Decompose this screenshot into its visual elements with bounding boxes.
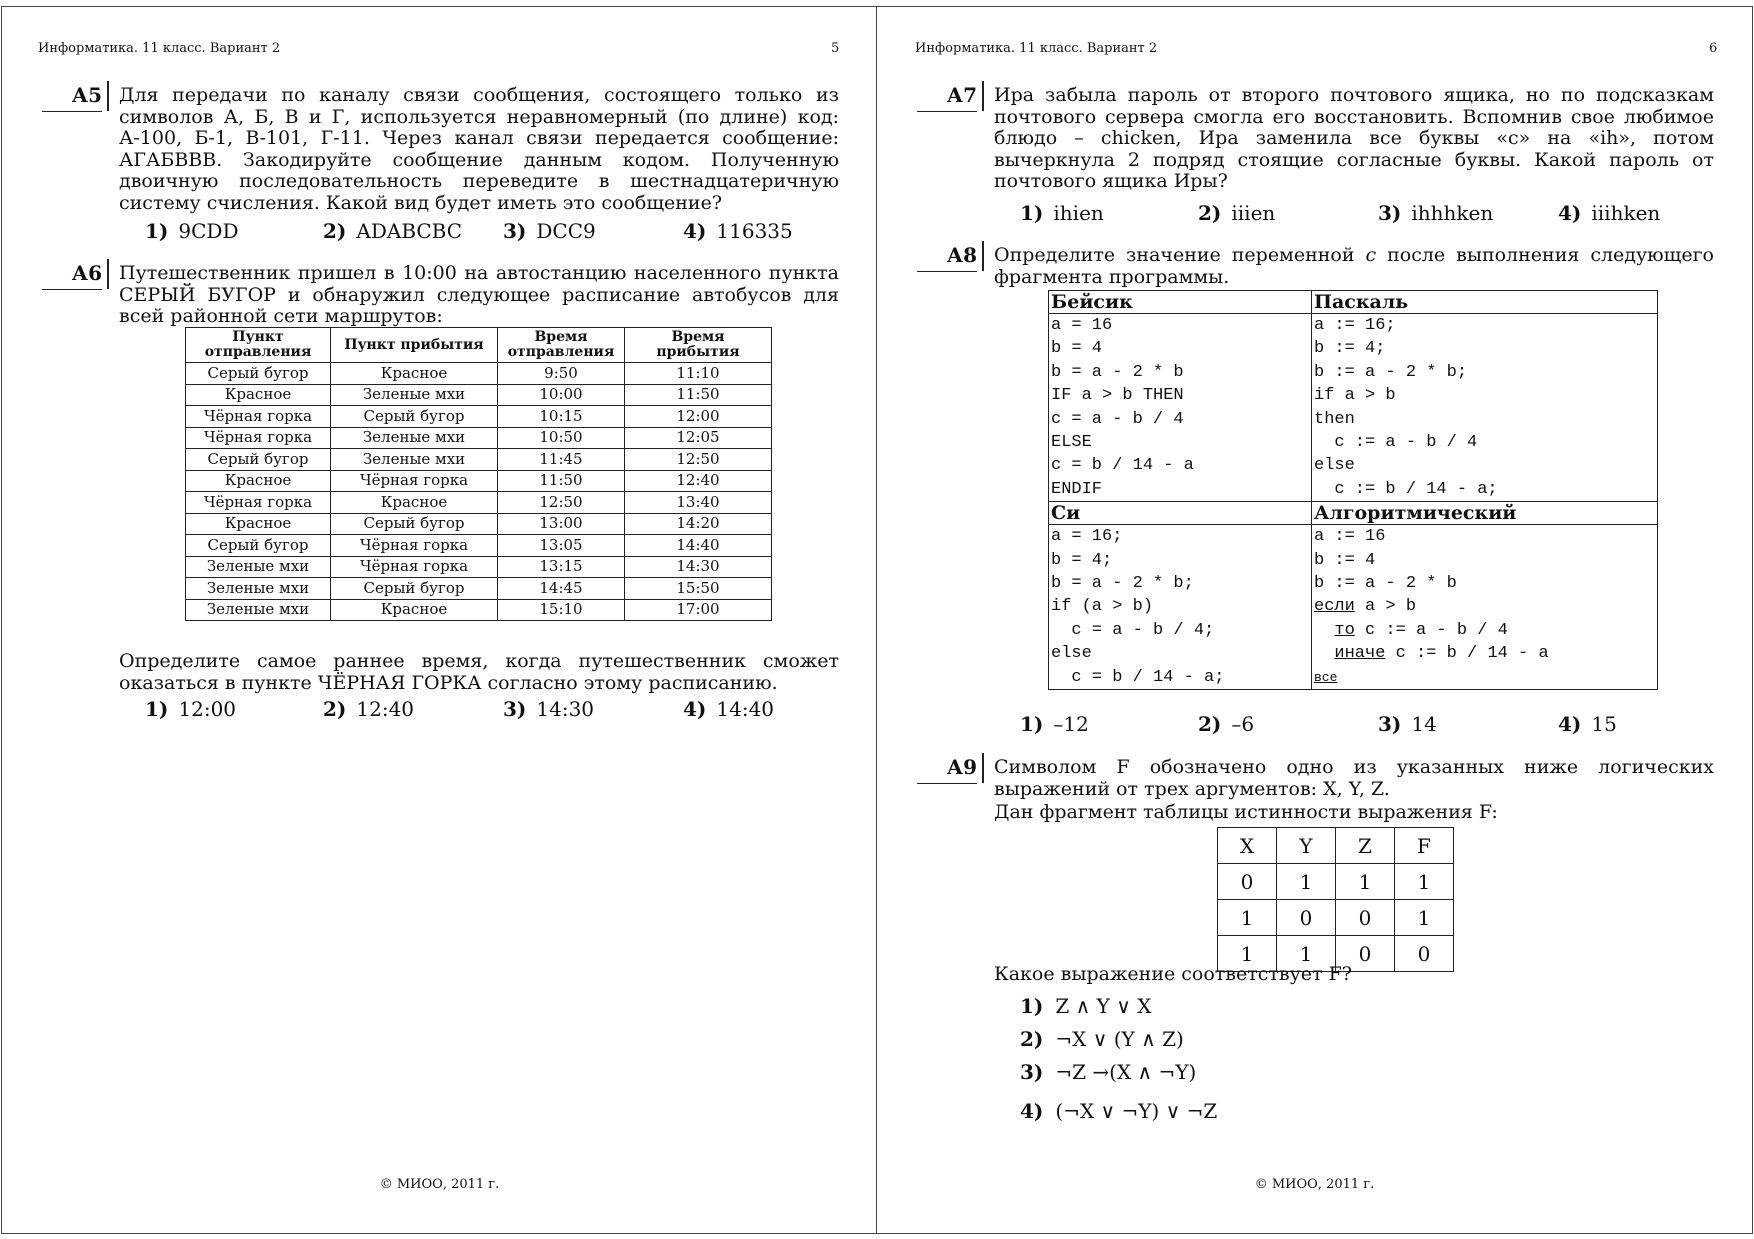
table-cell: Чёрная горка: [186, 492, 331, 514]
page-footer: © МИОО, 2011 г.: [379, 1177, 500, 1192]
question-text-a6-2: Определите самое раннее время, когда путешественник сможет оказаться в пункте ЧЁРНАЯ ГОРКА согласно этому расписанию.: [119, 650, 839, 694]
page-header: Информатика. 11 класс. Вариант 2: [915, 41, 1158, 56]
table-cell: Красное: [331, 363, 498, 385]
code-header-algo: Алгоритмический: [1312, 502, 1658, 525]
table-cell: 11:50: [498, 470, 625, 492]
page-number: 5: [831, 41, 840, 56]
table-cell: 0: [1336, 936, 1395, 972]
table-cell: Чёрная горка: [331, 470, 498, 492]
table-cell: 10:00: [498, 384, 625, 406]
answer-list-a6: [145, 697, 845, 723]
bus-schedule-table: [185, 327, 772, 621]
table-cell: Красное: [331, 492, 498, 514]
code-header-pascal: Паскаль: [1312, 291, 1658, 314]
question-text-a9-2: Дан фрагмент таблицы истинности выражения F:: [994, 801, 1498, 823]
table-cell: Серый бугор: [186, 363, 331, 385]
table-cell: 13:05: [498, 535, 625, 557]
table-cell: Серый бугор: [186, 535, 331, 557]
table-row: [186, 470, 772, 492]
table-cell: Чёрная горка: [331, 535, 498, 557]
code-block-algo: a := 16 b := 4 b := a - 2 * b если a > b то c := a - b / 4 иначе c := b / 14 - a все: [1312, 525, 1658, 690]
column-header: Z: [1336, 828, 1395, 864]
table-cell: 14:45: [498, 578, 625, 600]
table-cell: 1: [1277, 864, 1336, 900]
column-header: Пункт отправления: [186, 328, 331, 363]
answer-option[interactable]: 2) iiien: [1198, 201, 1276, 225]
answer-option[interactable]: 2) 12:40: [323, 697, 415, 721]
table-cell: 14:30: [625, 556, 772, 578]
table-cell: 11:45: [498, 449, 625, 471]
table-cell: 13:40: [625, 492, 772, 514]
answer-option[interactable]: 3) 14:30: [503, 697, 595, 721]
table-cell: Серый бугор: [331, 578, 498, 600]
answer-option[interactable]: 4) 14:40: [683, 697, 775, 721]
answer-option[interactable]: 4) (¬X ∨ ¬Y) ∨ ¬Z: [1020, 1099, 1218, 1123]
table-cell: 13:00: [498, 513, 625, 535]
column-header: F: [1395, 828, 1454, 864]
question-divider: [982, 241, 984, 271]
table-cell: 15:50: [625, 578, 772, 600]
variable-name: c: [1365, 244, 1377, 266]
table-cell: 13:15: [498, 556, 625, 578]
code-block-c: a = 16; b = 4; b = a - 2 * b; if (a > b) c = a - b / 4; else c = b / 14 - a;: [1049, 525, 1312, 690]
table-cell: 0: [1395, 936, 1454, 972]
table-cell: Серый бугор: [331, 406, 498, 428]
table-cell: 1: [1218, 900, 1277, 936]
code-header-c: Си: [1049, 502, 1312, 525]
answer-option[interactable]: 3) DCC9: [503, 219, 596, 243]
table-row: [1218, 900, 1454, 936]
table-cell: Чёрная горка: [331, 556, 498, 578]
table-cell: 1: [1218, 936, 1277, 972]
answer-option[interactable]: 4) iiihken: [1558, 201, 1661, 225]
table-cell: 0: [1277, 900, 1336, 936]
table-cell: Зеленые мхи: [331, 427, 498, 449]
answer-list-a7: [1020, 201, 1720, 227]
table-cell: 12:05: [625, 427, 772, 449]
table-row: [186, 363, 772, 385]
answer-option[interactable]: 4) 15: [1558, 712, 1617, 736]
table-cell: 10:15: [498, 406, 625, 428]
column-header: X: [1218, 828, 1277, 864]
table-row: [186, 599, 772, 621]
column-header: Время отправления: [498, 328, 625, 363]
table-cell: 1: [1395, 900, 1454, 936]
table-cell: Серый бугор: [186, 449, 331, 471]
table-cell: Красное: [186, 384, 331, 406]
table-row: [1218, 864, 1454, 900]
code-table: [1048, 290, 1658, 690]
question-label-a6: А6: [42, 261, 102, 290]
table-cell: 9:50: [498, 363, 625, 385]
table-cell: 10:50: [498, 427, 625, 449]
question-text-a9: Символом F обозначено одно из указанных ниже логических выражений от трех аргументов: X, Y, Z.: [994, 756, 1714, 800]
answer-list-a8: [1020, 712, 1720, 738]
page-header: Информатика. 11 класс. Вариант 2: [38, 41, 281, 56]
question-text-a7: Ира забыла пароль от второго почтового ящика, но по подсказкам почтового сервера смогла его восстановить. Вспомнив свое любимое блюдо – chicken, Ира заменила все буквы «c» на «ih», потом вычеркнула 2 подряд стоящие согласные буквы. Какой пароль от почтового ящика Иры?: [994, 84, 1714, 193]
table-cell: Зеленые мхи: [331, 384, 498, 406]
table-cell: Зеленые мхи: [186, 556, 331, 578]
answer-option[interactable]: 4) 116335: [683, 219, 793, 243]
table-cell: 17:00: [625, 599, 772, 621]
table-cell: Красное: [331, 599, 498, 621]
table-row: [186, 384, 772, 406]
question-text-a5: Для передачи по каналу связи сообщения, состоящего только из символов А, Б, В и Г, используется неравномерный (по длине) код: А-100, Б-1, В-101, Г-11. Через канал связи передается сообщение: АГАБВВВ. Закодируйте сообщение данным кодом. Полученную двоичную последовательность переведите в шестнадцатеричную систему счисления. Какой вид будет иметь это сообщение?: [119, 84, 839, 214]
table-cell: Зеленые мхи: [186, 578, 331, 600]
answer-list-a5: [145, 219, 845, 245]
table-cell: Чёрная горка: [186, 406, 331, 428]
table-cell: Зеленые мхи: [331, 449, 498, 471]
code-block-pascal: a := 16; b := 4; b := a - 2 * b; if a > b then c := a - b / 4 else c := b / 14 - a;: [1312, 314, 1658, 502]
table-cell: 1: [1336, 864, 1395, 900]
table-cell: 1: [1395, 864, 1454, 900]
table-row: [186, 427, 772, 449]
question-divider: [107, 259, 109, 289]
answer-option[interactable]: 3) 14: [1378, 712, 1437, 736]
table-cell: Красное: [186, 470, 331, 492]
truth-table: [1217, 827, 1454, 972]
answer-option[interactable]: 2) ¬X ∨ (Y ∧ Z): [1020, 1027, 1184, 1051]
table-header-row: [1218, 828, 1454, 864]
column-header: Время прибытия: [625, 328, 772, 363]
column-header: Пункт прибытия: [331, 328, 498, 363]
answer-option[interactable]: 3) ¬Z →(X ∧ ¬Y): [1020, 1060, 1197, 1084]
question-divider: [982, 81, 984, 111]
question-label-a7: А7: [917, 83, 977, 112]
table-cell: 0: [1218, 864, 1277, 900]
table-cell: 14:20: [625, 513, 772, 535]
table-row: [186, 492, 772, 514]
table-cell: Чёрная горка: [186, 427, 331, 449]
table-cell: 12:40: [625, 470, 772, 492]
table-cell: 12:50: [625, 449, 772, 471]
answer-option[interactable]: 1) 9CDD: [145, 219, 239, 243]
answer-option[interactable]: 2) ADABCBC: [323, 219, 463, 243]
table-cell: Серый бугор: [331, 513, 498, 535]
table-cell: 1: [1277, 936, 1336, 972]
table-row: [186, 406, 772, 428]
page-footer: © МИОО, 2011 г.: [1254, 1177, 1375, 1192]
answer-option[interactable]: 1) Z ∧ Y ∨ X: [1020, 994, 1152, 1018]
table-row: [186, 578, 772, 600]
question-divider: [107, 81, 109, 111]
question-text-a9-3: Какое выражение соответствует F?: [994, 963, 1352, 985]
table-row: [186, 556, 772, 578]
table-cell: Зеленые мхи: [186, 599, 331, 621]
page-number: 6: [1709, 41, 1718, 56]
table-header-row: [186, 328, 772, 363]
question-label-a8: А8: [917, 243, 977, 272]
answer-option[interactable]: 2) –6: [1198, 712, 1255, 736]
table-row: [186, 513, 772, 535]
code-header-basic: Бейсик: [1049, 291, 1312, 314]
answer-option[interactable]: 1) 12:00: [145, 697, 237, 721]
question-text-a8: Определите значение переменной c после выполнения следующего фрагмента программы.: [994, 244, 1714, 288]
question-label-a9: А9: [917, 755, 977, 784]
code-block-basic: a = 16 b = 4 b = a - 2 * b IF a > b THEN c = a - b / 4 ELSE c = b / 14 - a ENDIF: [1049, 314, 1312, 502]
table-cell: 0: [1336, 900, 1395, 936]
table-cell: 15:10: [498, 599, 625, 621]
column-header: Y: [1277, 828, 1336, 864]
answer-option[interactable]: 3) ihhhken: [1378, 201, 1494, 225]
table-row: [186, 535, 772, 557]
table-cell: Красное: [186, 513, 331, 535]
table-cell: 12:00: [625, 406, 772, 428]
question-divider: [982, 753, 984, 783]
table-cell: 11:10: [625, 363, 772, 385]
left-page: [1, 6, 878, 1234]
answer-option[interactable]: 1) ihien: [1020, 201, 1104, 225]
table-cell: 12:50: [498, 492, 625, 514]
table-cell: 14:40: [625, 535, 772, 557]
answer-option[interactable]: 1) –12: [1020, 712, 1089, 736]
table-row: [186, 449, 772, 471]
question-label-a5: А5: [42, 83, 102, 112]
right-page: [876, 6, 1753, 1234]
table-cell: 11:50: [625, 384, 772, 406]
question-text-a6: Путешественник пришел в 10:00 на автостанцию населенного пункта СЕРЫЙ БУГОР и обнаружил следующее расписание автобусов для всей районной сети маршрутов:: [119, 262, 839, 328]
